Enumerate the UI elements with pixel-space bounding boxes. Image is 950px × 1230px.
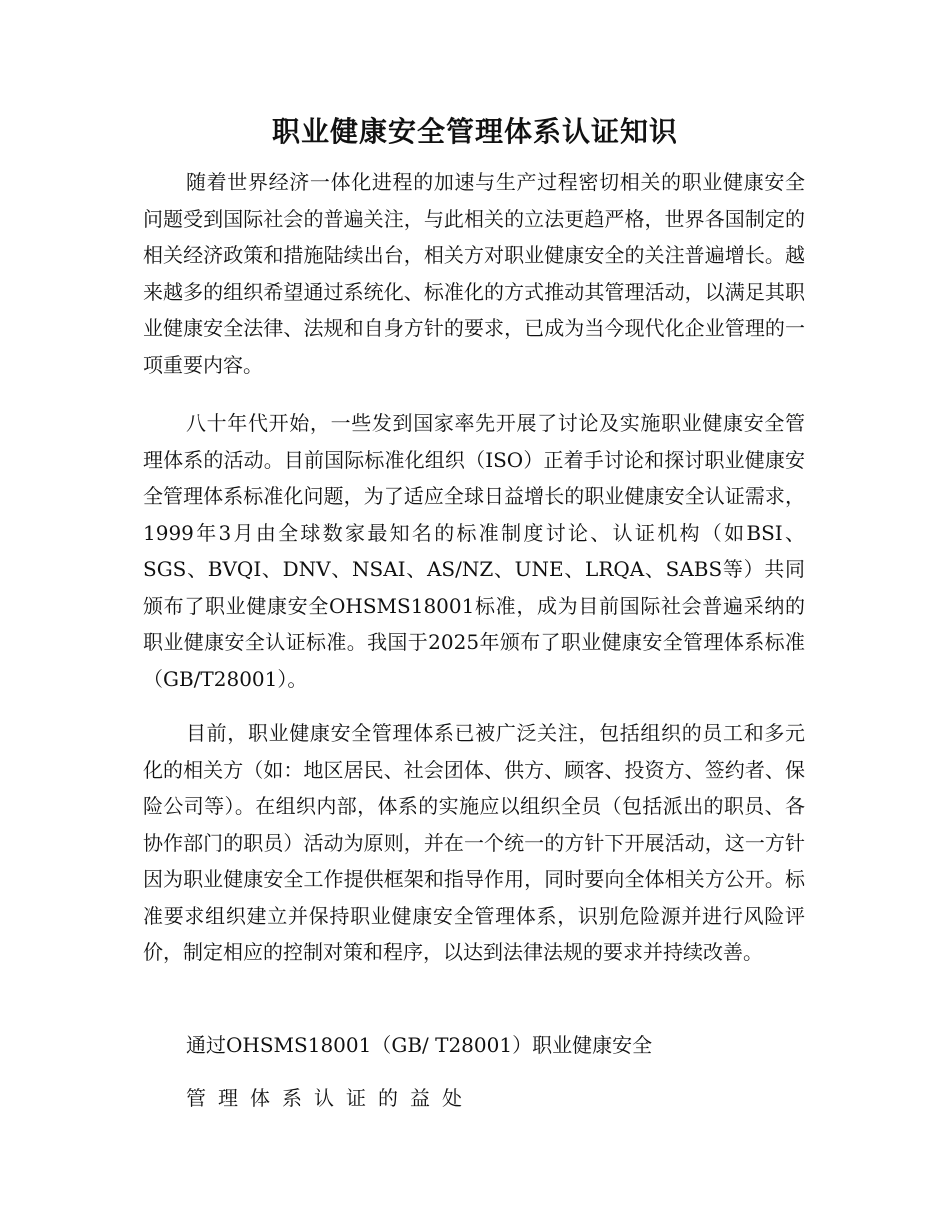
document-title: 职业健康安全管理体系认证知识 (271, 115, 678, 148)
paragraph-current-status: 目前，职业健康安全管理体系已被广泛关注，包括组织的员工和多元化的相关方（如：地区居民、社会团体、供方、顾客、投资方、签约者、保险公司等）。在组织内部，体系的实施应以组织全员（包括派出的职员、各协作部门的职员）活动为原则，并在一个统一的方针下开展活动，这一方针因为职业健康安全工作提供框架和指导作用，同时要向全体相关方公开。标准要求组织建立并保持职业健康安全管理体系，识别危险源并进行风险评价，制定相应的控制对策和程序，以达到法律法规的要求并持续改善。 (143, 721, 805, 964)
paragraph-history: 八十年代开始，一些发到国家率先开展了讨论及实施职业健康安全管理体系的活动。目前国际标准化组织（ISO）正着手讨论和探讨职业健康安全管理体系标准化问题，为了适应全球日益增长的职业健康安全认证需求，1999年3月由全球数家最知名的标准制度讨论、认证机构（如BSI、SGS、BVQI、DNV、NSAI、AS/NZ、UNE、LRQA、SABS等）共同颁布了职业健康安全OHSMS18001标准，成为目前国际社会普遍采纳的职业健康安全认证标准。我国于2025年颁布了职业健康安全管理体系标准（GB/T28001）。 (143, 411, 805, 691)
paragraph-intro: 随着世界经济一体化进程的加速与生产过程密切相关的职业健康安全问题受到国际社会的普遍关注，与此相关的立法更趋严格，世界各国制定的相关经济政策和措施陆续出台，相关方对职业健康安全的关注普遍增长。越来越多的组织希望通过系统化、标准化的方式推动其管理活动，以满足其职业健康安全法律、法规和自身方针的要求，已成为当今现代化企业管理的一项重要内容。 (143, 170, 805, 377)
benefits-intro-line: 通过OHSMS18001（GB/ T28001）职业健康安全 (186, 1033, 653, 1057)
benefits-heading: 管理体系认证的益处 (186, 1086, 474, 1110)
